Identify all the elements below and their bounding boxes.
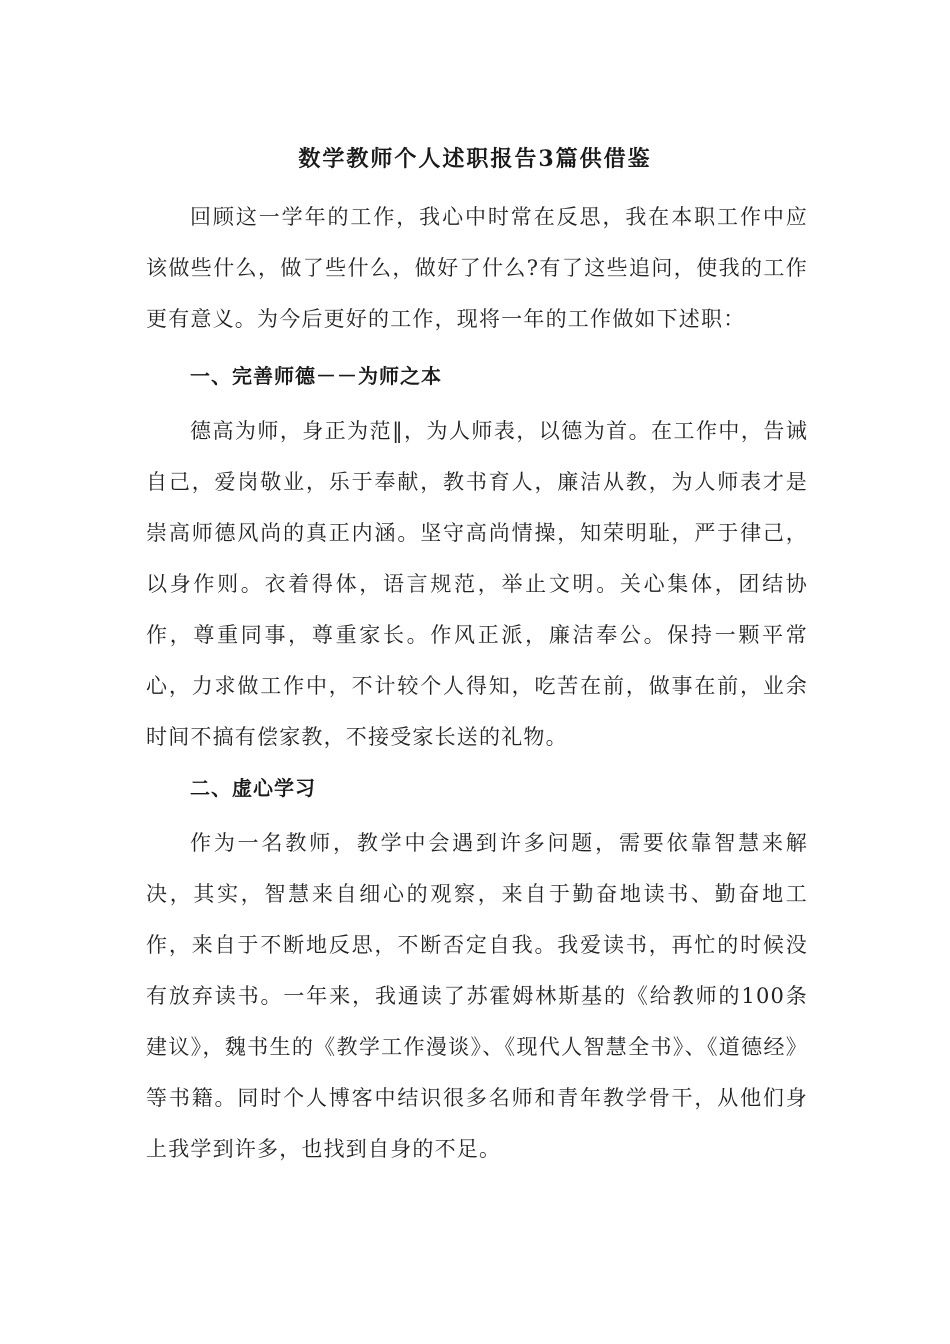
section-heading-ethics: 一、完善师德－－为师之本 — [190, 364, 442, 388]
document-title: 数学教师个人述职报告3篇供借鉴 — [298, 146, 652, 172]
paragraph-learning: 作为一名教师，教学中会遇到许多问题，需要依靠智慧来解决，其实，智慧来自细心的观察，来自于勤奋地读书、勤奋地工作，来自于不断地反思，不断否定自我。我爱读书，再忙的时候没有放弃读书。一年来，我通读了苏霍姆林斯基的《给教师的100条建议》，魏书生的《教学工作漫谈》、《现代人智慧全书》、《道德经》等书籍。同时个人博客中结识很多名师和青年教学骨干，从他们身上我学到许多，也找到自身的不足。 — [146, 831, 808, 1161]
section-heading-learning: 二、虚心学习 — [190, 776, 316, 800]
paragraph-ethics: 德高为师，身正为范‖，为人师表，以德为首。在工作中，告诫自己，爱岗敬业，乐于奉献，教书育人，廉洁从教，为人师表才是崇高师德风尚的真正内涵。坚守高尚情操，知荣明耻，严于律己，以身作则。衣着得体，语言规范，举止文明。关心集体，团结协作，尊重同事，尊重家长。作风正派，廉洁奉公。保持一颗平常心，力求做工作中，不计较个人得知，吃苦在前，做事在前，业余时间不搞有偿家教，不接受家长送的礼物。 — [146, 419, 808, 749]
paragraph-intro: 回顾这一学年的工作，我心中时常在反思，我在本职工作中应该做些什么，做了些什么，做好了什么?有了这些追问，使我的工作更有意义。为今后更好的工作，现将一年的工作做如下述职： — [146, 205, 808, 331]
